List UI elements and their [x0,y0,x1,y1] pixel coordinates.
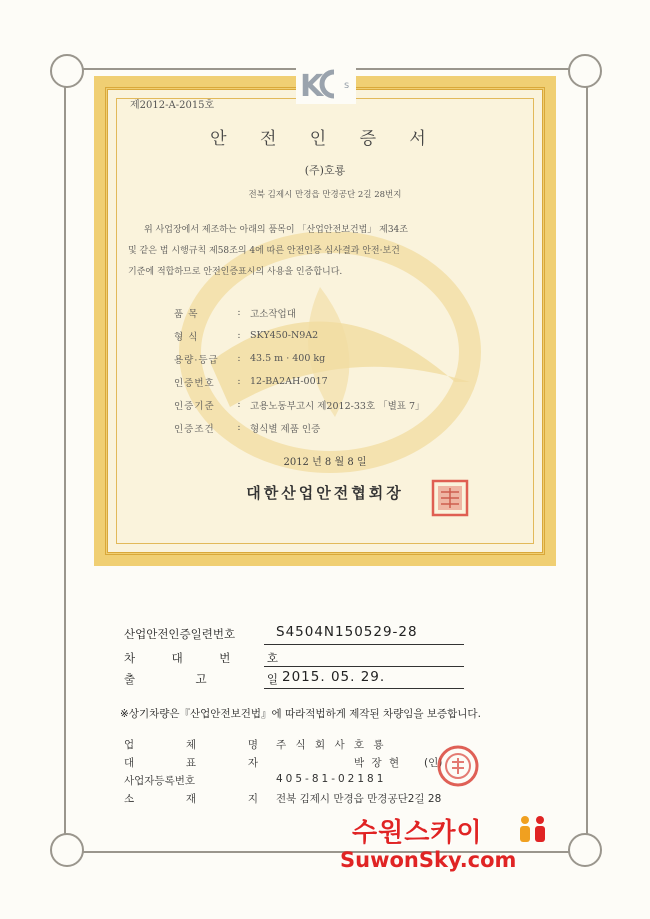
spec-value: 43.5 m · 400 kg [250,353,326,364]
company-value: 주 식 회 사 호 룡 [276,739,387,751]
location-label: 소 재 지 [124,793,258,805]
spec-label: 용량·등급 [174,354,219,366]
spec-label: 인증기준 [174,400,215,412]
release-label: 출 고 일 [124,672,278,686]
certificate-body [128,220,528,283]
representative-label: 대 표 자 [124,757,258,769]
spec-label: 인증조건 [174,423,215,435]
spec-row: 인증기준 : 고용노동부고시 제2012-33호 「별표 7」 [174,399,425,412]
spec-row: 인증조건 : 형식별 제품 인증 [174,422,321,435]
certificate-company: (주)호룡 [304,164,346,177]
svg-text:s: s [344,80,350,91]
spec-row: 인증번호 : 12-BA2AH-0017 [174,376,328,389]
regno-value: 405-81-02181 [276,773,387,785]
location-value: 전북 김제시 만경읍 만경공단2길 28 [276,793,442,805]
serial-label: 산업안전인증일련번호 [124,627,236,641]
people-icon [516,814,550,844]
representative-value: 박 장 현 [354,757,402,769]
spec-label: 품 목 [174,308,199,320]
body-line: 및 같은 법 시행규칙 제58조의 4에 따른 안전인증 심사결과 안전·보건 [128,246,400,256]
spec-value: 형식별 제품 인증 [250,423,321,435]
spec-value: 고소작업대 [250,308,296,320]
brand-watermark-english: SuwonSky.com [340,848,517,872]
company-seal-stamp [436,744,480,788]
serial-value: S4504N150529-28 [276,624,418,640]
issuer-name: 대한산업안전협회장 [246,484,404,502]
release-underline [264,688,464,689]
certificate-title: 안 전 인 증 서 [210,129,440,149]
company-label: 업 체 명 [124,739,258,751]
brand-watermark-korean: 수원스카이 [352,818,483,848]
kcs-logo [296,64,356,104]
spec-value: SKY450-N9A2 [250,330,319,341]
body-line: 기준에 적합하므로 안전인증표시의 사용을 인증합니다. [128,267,343,277]
body-line: 위 사업장에서 제조하는 아래의 품목이 「산업안전보건법」 제34조 [144,225,408,235]
issuer-seal-stamp [430,478,470,518]
certificate-number: 제2012-A-2015호 [130,100,215,111]
svg-text:K: K [300,69,324,104]
spec-label: 인증번호 [174,377,215,389]
vehicle-underline [264,666,464,667]
issue-date: 2012 년 8 월 8 일 [283,457,367,468]
certificate-address: 전북 김제시 만경읍 만경공단 2길 28번지 [248,190,402,200]
spec-value: 고용노동부고시 제2012-33호 「별표 7」 [250,400,425,412]
regno-label: 사업자등록번호 [124,775,196,787]
spec-value: 12-BA2AH-0017 [250,376,328,387]
spec-table [174,301,425,439]
seal-mark: (인) [424,757,443,769]
release-value: 2015. 05. 29. [282,669,386,685]
spec-row: 품 목 : 고소작업대 [174,307,296,320]
spec-label: 형 식 [174,331,199,343]
guarantee-statement: ※상기차량은『산업안전보건법』에 따라적법하게 제작된 차량임을 보증합니다. [120,708,481,720]
vehicle-label: 차 대 번 호 [124,651,278,665]
serial-underline [264,644,464,645]
spec-row: 용량·등급 : 43.5 m · 400 kg [174,353,326,366]
spec-row: 형 식 : SKY450-N9A2 [174,330,319,343]
